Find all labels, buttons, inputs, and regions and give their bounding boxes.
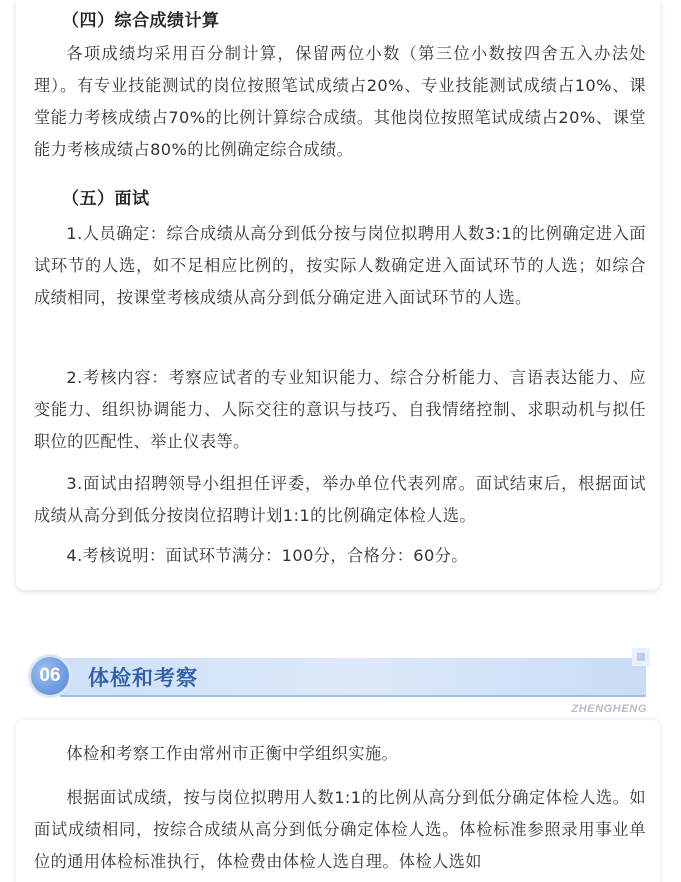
section-header-medical-exam — [28, 654, 648, 700]
section-number-badge: 06 — [28, 654, 72, 698]
content-card-medical-exam — [16, 720, 660, 882]
paragraph-interview-item-4: 4.考核说明：面试环节满分：100分，合格分：60分。 — [66, 546, 468, 565]
section-title: 体检和考察 — [88, 666, 198, 690]
paragraph-exam-organizer: 体检和考察工作由常州市正衡中学组织实施。 — [66, 744, 399, 763]
section-heading-score-calculation: （四）综合成绩计算 — [62, 11, 220, 31]
content-card-interview — [16, 0, 660, 590]
watermark-text: ZHENGHENG — [571, 703, 647, 715]
section-heading-interview: （五）面试 — [62, 189, 150, 209]
paragraph-interview-item-1: 1.人员确定：综合成绩从高分到低分按与岗位拟聘用人数3:1的比例确定进入面试环节的人选，如不足相应比例的，按实际人数确定进入面试环节的人选；如综合成绩相同，按课堂考核成绩从高分到低分确定进入面试环节的人选。 — [34, 224, 646, 307]
paragraph-exam-selection: 根据面试成绩，按与岗位拟聘用人数1:1的比例从高分到低分确定体检人选。如面试成绩相同，按综合成绩从高分到低分确定体检人选。体检标准参照录用事业单位的通用体检标准执行，体检费由体检人选自理。体检人选如 — [34, 788, 646, 871]
paragraph-score-calculation: 各项成绩均采用百分制计算，保留两位小数（第三位小数按四舍五入办法处理）。有专业技能测试的岗位按照笔试成绩占20%、专业技能测试成绩占10%、课堂能力考核成绩占70%的比例计算综合成绩。其他岗位按照笔试成绩占20%、课堂能力考核成绩占80%的比例确定综合成绩。 — [34, 44, 646, 159]
paragraph-interview-item-2: 2.考核内容：考察应试者的专业知识能力、综合分析能力、言语表达能力、应变能力、组织协调能力、人际交往的意识与技巧、自我情绪控制、求职动机与拟任职位的匹配性、举止仪表等。 — [34, 368, 646, 451]
corner-decoration-inner — [637, 653, 645, 661]
section-header-underline — [60, 695, 646, 697]
paragraph-interview-item-3: 3.面试由招聘领导小组担任评委，举办单位代表列席。面试结束后，根据面试成绩从高分到低分按岗位招聘计划1:1的比例确定体检人选。 — [34, 474, 646, 525]
